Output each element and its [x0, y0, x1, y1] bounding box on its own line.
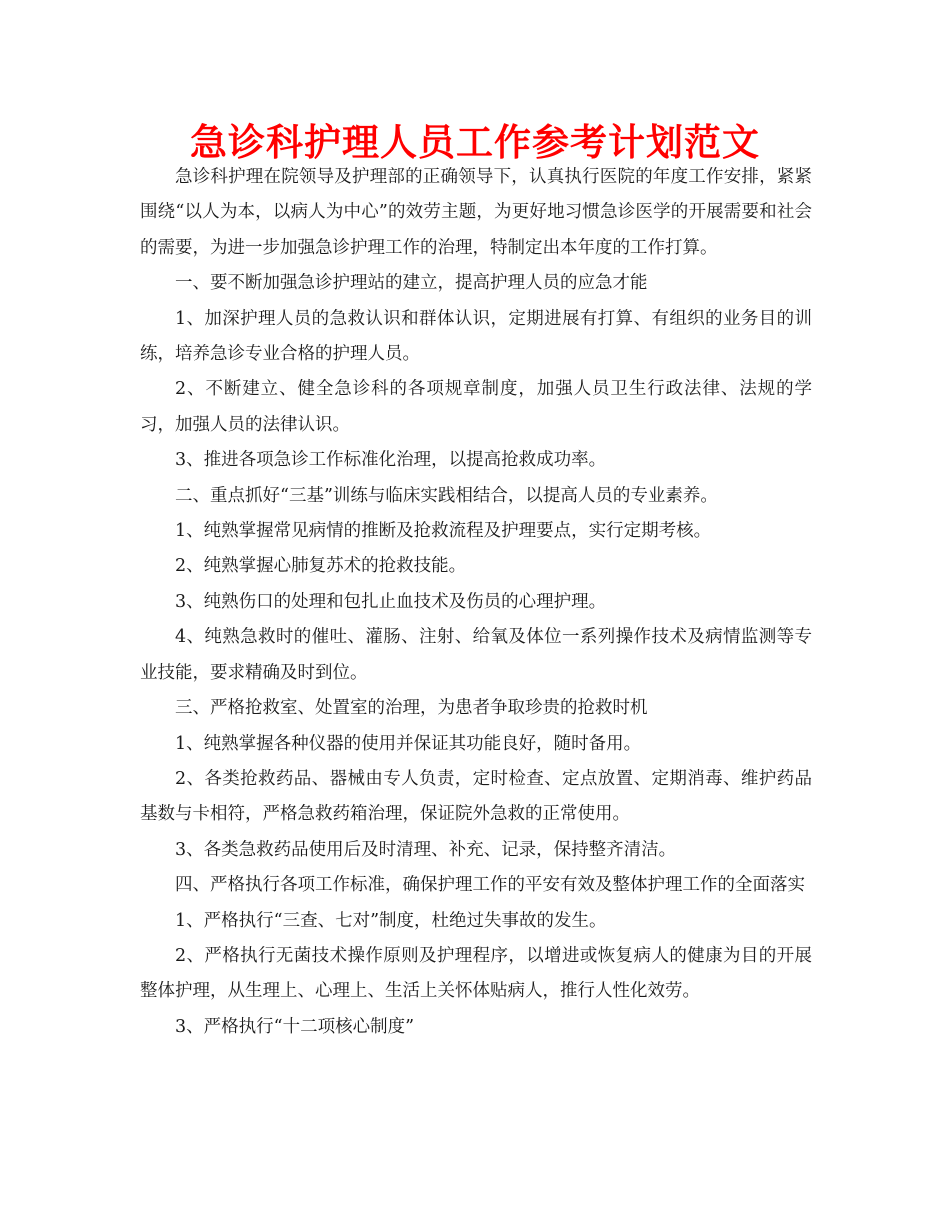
list-item: 1、纯熟掌握常见病情的推断及抢救流程及护理要点，实行定期考核。 [175, 521, 712, 542]
list-item: 2、纯熟掌握心肺复苏术的抢救技能。 [175, 556, 467, 577]
document-body [140, 160, 812, 1045]
list-item: 3、各类急救药品使用后及时清理、补充、记录，保持整齐清洁。 [175, 839, 677, 860]
section-heading-4: 四、严格执行各项工作标准，确保护理工作的平安有效及整体护理工作的全面落实 [175, 875, 805, 896]
list-item: 2、不断建立、健全急诊科的各项规章制度，加强人员卫生行政法律、法规的学习，加强人员的法律认识。 [140, 379, 812, 435]
section-heading-2: 二、重点抓好“三基”训练与临床实践相结合，以提高人员的专业素养。 [175, 485, 718, 506]
list-item: 4、纯熟急救时的催吐、灌肠、注射、给氧及体位一系列操作技术及病情监测等专业技能，要求精确及时到位。 [140, 627, 812, 683]
document-title: 急诊科护理人员工作参考计划范文 [190, 121, 760, 164]
section-heading-1: 一、要不断加强急诊护理站的建立，提高护理人员的应急才能 [175, 273, 648, 294]
list-item: 1、纯熟掌握各种仪器的使用并保证其功能良好，随时备用。 [175, 733, 642, 754]
list-item: 1、严格执行“三查、七对”制度，杜绝过失事故的发生。 [175, 910, 607, 931]
list-item: 2、各类抢救药品、器械由专人负责，定时检查、定点放置、定期消毒、维护药品基数与卡相符，严格急救药箱治理，保证院外急救的正常使用。 [140, 768, 812, 825]
paragraph-intro: 急诊科护理在院领导及护理部的正确领导下，认真执行医院的年度工作安排，紧紧围绕“以人为本，以病人为中心”的效劳主题，为更好地习惯急诊医学的开展需要和社会的需要，为进一步加强急诊护理工作的治理，特制定出本年度的工作打算。 [140, 167, 812, 258]
list-item: 1、加深护理人员的急救认识和群体认识，定期进展有打算、有组织的业务目的训练，培养急诊专业合格的护理人员。 [140, 308, 812, 365]
list-item: 3、推进各项急诊工作标准化治理，以提高抢救成功率。 [175, 450, 607, 471]
list-item: 3、纯熟伤口的处理和包扎止血技术及伤员的心理护理。 [175, 591, 607, 612]
list-item: 3、严格执行“十二项核心制度” [175, 1016, 415, 1037]
section-heading-3: 三、严格抢救室、处置室的治理，为患者争取珍贵的抢救时机 [175, 698, 648, 719]
list-item: 2、严格执行无菌技术操作原则及护理程序，以增进或恢复病人的健康为目的开展整体护理，从生理上、心理上、生活上关怀体贴病人，推行人性化效劳。 [140, 945, 812, 1002]
